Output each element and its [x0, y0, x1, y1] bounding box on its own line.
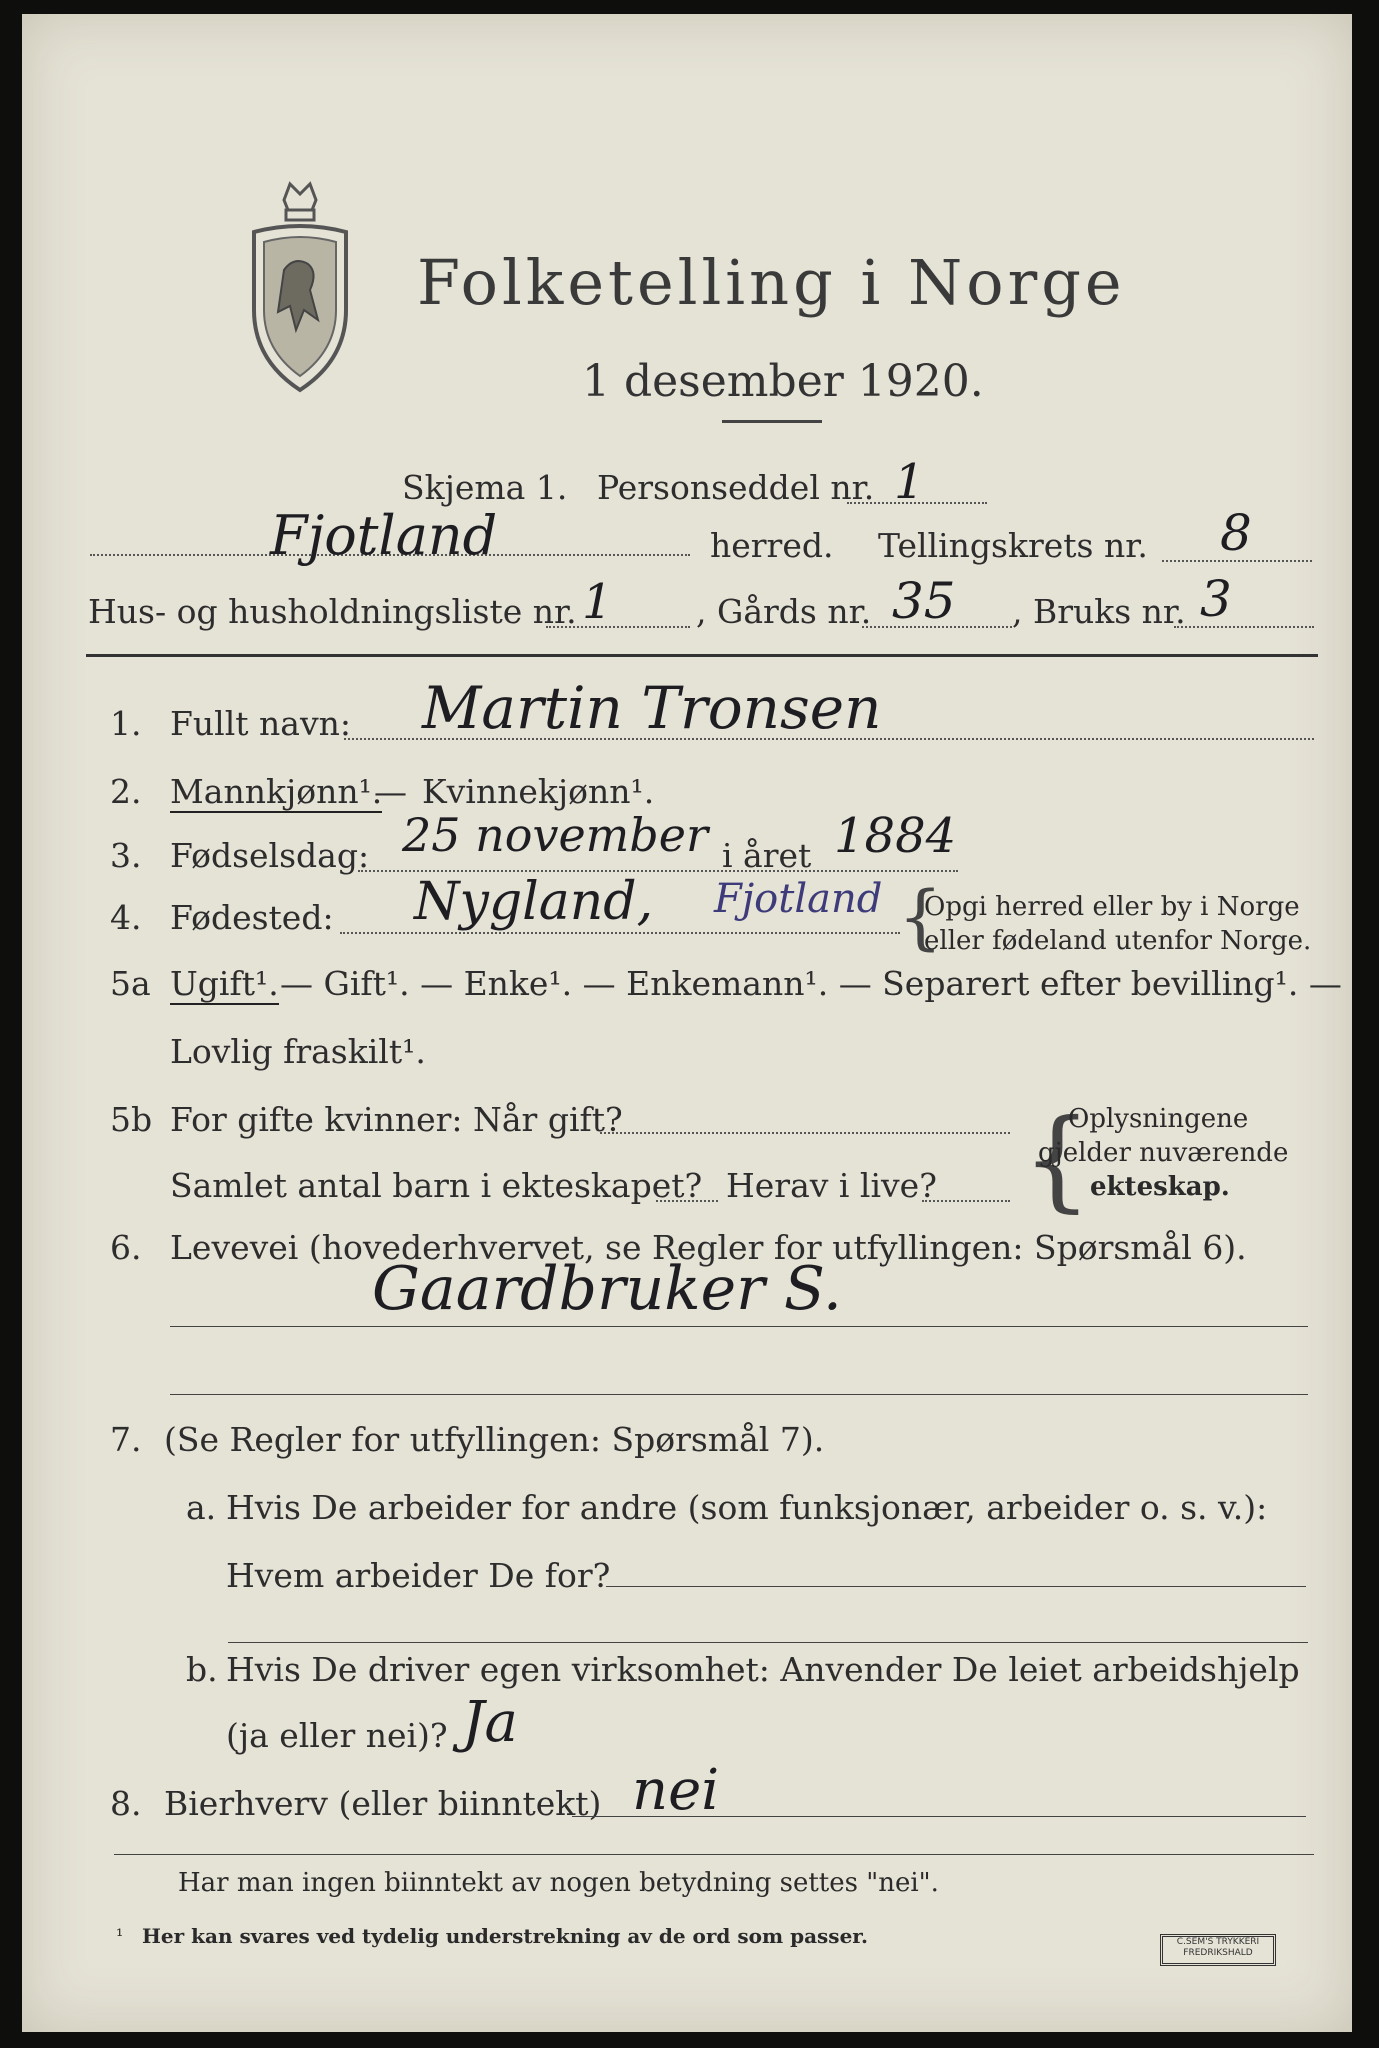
tellingskrets-label: Tellingskrets nr. — [878, 526, 1148, 565]
coat-of-arms-icon — [244, 180, 356, 394]
q2-option-female[interactable]: Kvinnekjønn¹. — [422, 772, 655, 811]
q6-value[interactable]: Gaardbruker S. — [372, 1254, 842, 1324]
bruks-label: , Bruks nr. — [1012, 592, 1186, 631]
q5a-options[interactable]: — Gift¹. — Enke¹. — Enkemann¹. — Separert efter bevilling¹. — — [280, 964, 1342, 1003]
q6-field-line-2 — [170, 1394, 1308, 1395]
form-date: 1 desember 1920. — [582, 356, 984, 407]
q7b-line2: (ja eller nei)? — [226, 1716, 448, 1755]
q5b-alive-field-line — [922, 1200, 1010, 1202]
printer-stamp-line1: C.SEM'S TRYKKERI — [1176, 1937, 1260, 1947]
herred-value[interactable]: Fjotland — [270, 504, 498, 567]
printer-stamp-line2: FREDRIKSHALD — [1183, 1948, 1253, 1958]
tellingskrets-value[interactable]: 8 — [1220, 504, 1252, 562]
q7a-line1: Hvis De arbeider for andre (som funksjonær, arbeider o. s. v.): — [226, 1488, 1268, 1527]
q5b-married-field-line — [600, 1132, 1010, 1134]
census-form-sheet — [22, 14, 1352, 2032]
q7b-value[interactable]: Ja — [462, 1690, 518, 1755]
q4-place-value-2[interactable]: Fjotland — [714, 876, 883, 922]
q3-number: 3. — [110, 836, 142, 875]
bruks-value[interactable]: 3 — [1200, 570, 1232, 628]
q7a-field-line-2 — [228, 1642, 1308, 1643]
footer-note: Har man ingen biinntekt av nogen betydning settes "nei". — [178, 1868, 939, 1898]
q5b-label-alive: Herav i live? — [726, 1166, 937, 1205]
q6-field-line-1 — [170, 1326, 1308, 1327]
q5a-number: 5a — [110, 964, 151, 1003]
q5b-label-children: Samlet antal barn i ekteskapet? — [170, 1166, 703, 1205]
husliste-label: Hus- og husholdningsliste nr. — [88, 592, 577, 631]
q4-note-line2: eller fødeland utenfor Norge. — [924, 926, 1312, 956]
q7a-line2: Hvem arbeider De for? — [226, 1556, 611, 1595]
printer-stamp — [1160, 1934, 1276, 1966]
q4-field-line — [340, 932, 900, 934]
q3-year-label: i året — [722, 836, 812, 875]
husliste-field-line — [546, 626, 690, 628]
q2-option-male[interactable]: Mannkjønn¹. — [170, 772, 383, 811]
q5b-number: 5b — [110, 1100, 153, 1139]
q5a-line2[interactable]: Lovlig fraskilt¹. — [170, 1032, 426, 1071]
footnote-mark: ¹ — [116, 1926, 124, 1947]
q7a-letter: a. — [186, 1488, 217, 1527]
q7-label: (Se Regler for utfyllingen: Spørsmål 7). — [164, 1420, 825, 1459]
header-divider — [86, 654, 1318, 657]
q4-note-brace: { — [898, 876, 943, 958]
personseddel-label: Personseddel nr. — [597, 468, 875, 507]
q6-label: Levevei (hovederhvervet, se Regler for utfyllingen: Spørsmål 6). — [170, 1228, 1247, 1267]
form-title: Folketelling i Norge — [417, 246, 1126, 319]
q1-number: 1. — [110, 704, 142, 743]
q2-dash: — — [374, 772, 407, 811]
q6-number: 6. — [110, 1228, 142, 1267]
title-divider — [722, 420, 822, 423]
q4-note-line1: Opgi herred eller by i Norge — [924, 892, 1300, 922]
q1-label: Fullt navn: — [170, 704, 351, 743]
bruks-field-line — [1174, 626, 1314, 628]
q1-value[interactable]: Martin Tronsen — [422, 674, 882, 742]
herred-label: herred. — [710, 526, 834, 565]
q8-value[interactable]: nei — [632, 1758, 720, 1823]
q4-number: 4. — [110, 898, 142, 937]
q5b-note-brace: { — [1022, 1095, 1092, 1223]
personseddel-value[interactable]: 1 — [894, 454, 925, 510]
q3-year-value[interactable]: 1884 — [834, 808, 957, 864]
q2-number: 2. — [110, 772, 142, 811]
q7b-letter: b. — [186, 1650, 218, 1689]
gards-value[interactable]: 35 — [892, 572, 956, 630]
q5a-option-ugift[interactable]: Ugift¹. — [170, 964, 279, 1003]
q7b-line1: Hvis De driver egen virksomhet: Anvender De leiet arbeidshjelp — [226, 1650, 1300, 1689]
footnote-text: Her kan svares ved tydelig understrekning av de ord som passer. — [142, 1924, 868, 1948]
q3-label: Fødselsdag: — [170, 836, 370, 875]
q8-label: Bierhverv (eller biinntekt) — [164, 1784, 602, 1823]
q8-number: 8. — [110, 1784, 142, 1823]
q7-number: 7. — [110, 1420, 142, 1459]
q7a-field-line-1 — [606, 1586, 1306, 1587]
q5b-children-field-line — [656, 1200, 718, 1202]
husliste-value[interactable]: 1 — [582, 574, 613, 630]
q5b-note-line1: Oplysningene — [1068, 1104, 1249, 1134]
q4-label: Fødested: — [170, 898, 334, 937]
footer-divider — [114, 1854, 1314, 1855]
q5b-note-line2: gjelder nuværende — [1038, 1138, 1289, 1168]
q4-place-value[interactable]: Nygland, — [414, 872, 654, 932]
q5b-note-line3: ekteskap. — [1090, 1172, 1230, 1202]
q3-day-value[interactable]: 25 november — [402, 808, 708, 862]
gards-label: , Gårds nr. — [696, 592, 872, 631]
skjema-label: Skjema 1. — [402, 468, 568, 507]
q5b-label-married: For gifte kvinner: Når gift? — [170, 1100, 623, 1139]
